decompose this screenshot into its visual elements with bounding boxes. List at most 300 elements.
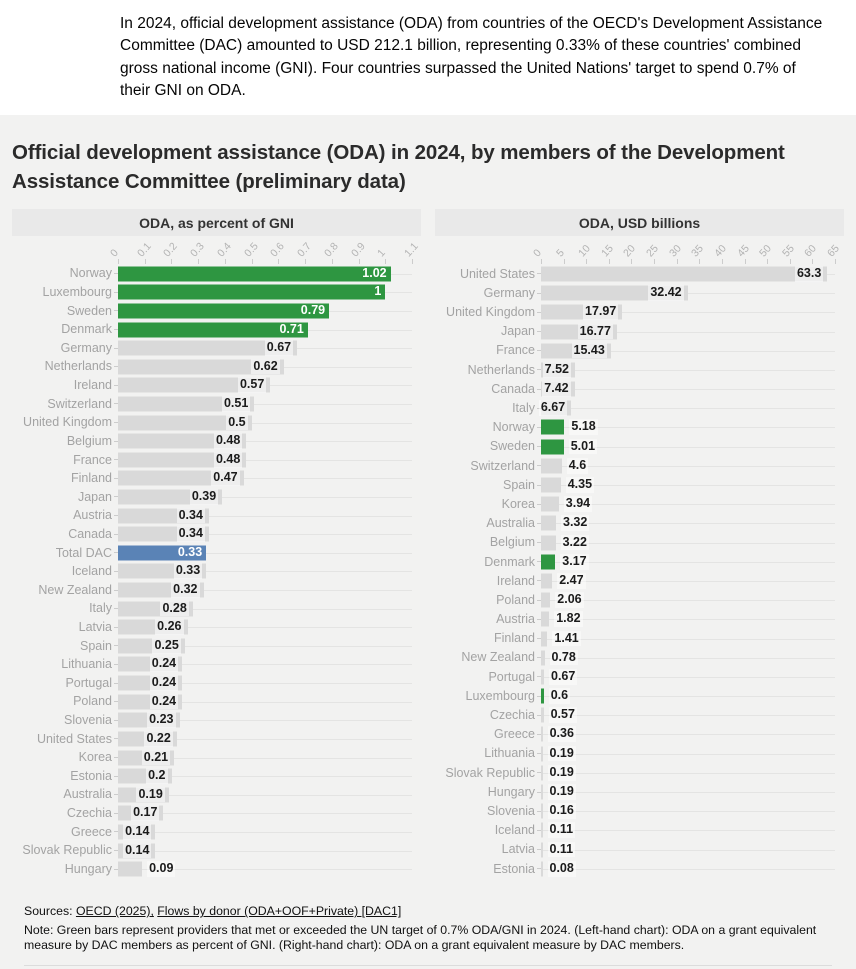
table-row xyxy=(435,456,844,475)
bar-value: 1.82 xyxy=(556,611,581,626)
axis-tick-label: 65 xyxy=(825,242,842,260)
row-label: Norway xyxy=(492,420,535,435)
bar-area xyxy=(118,823,412,842)
row-label: Spain xyxy=(503,477,535,492)
table-row xyxy=(12,674,421,693)
bar-area xyxy=(541,667,835,686)
chart-oda-percent-gni xyxy=(12,209,421,878)
bar-area xyxy=(118,450,412,469)
gridline xyxy=(541,754,835,755)
gridline xyxy=(541,715,835,716)
row-label: Poland xyxy=(496,592,535,607)
bar-value: 0.47 xyxy=(213,470,238,485)
bar-value: 0.17 xyxy=(133,805,158,820)
bar-area xyxy=(118,525,412,544)
bar-value: 0.48 xyxy=(215,433,241,448)
bar-estonia[interactable] xyxy=(541,861,543,876)
row-label: France xyxy=(73,452,112,467)
bar-value: 15.43 xyxy=(573,342,605,357)
table-row xyxy=(12,357,421,376)
bar-value: 0.79 xyxy=(300,303,326,318)
axis-tick-label: 0.9 xyxy=(348,240,368,260)
bar-denmark[interactable] xyxy=(541,554,555,569)
bar-switzerland[interactable] xyxy=(541,458,562,473)
bar-hungary[interactable] xyxy=(541,785,543,800)
gridline xyxy=(118,851,412,852)
chart-title: ODA, as percent of GNI xyxy=(12,209,421,236)
axis-tick-label: 0.7 xyxy=(295,240,314,260)
bar-value: 0.24 xyxy=(151,656,177,671)
bar-area xyxy=(541,610,835,629)
axis-tick-label: 0.5 xyxy=(241,240,261,260)
table-row xyxy=(12,302,421,321)
table-row xyxy=(12,339,421,358)
bar-value: 0.19 xyxy=(549,784,574,799)
table-row xyxy=(435,782,844,801)
axis-tick-label: 40 xyxy=(712,242,729,260)
row-label: Poland xyxy=(73,694,112,709)
bar-united-states[interactable] xyxy=(541,266,827,281)
bar-value: 0.48 xyxy=(215,451,241,466)
table-row xyxy=(435,667,844,686)
bar-value: 0.16 xyxy=(549,803,574,818)
row-label: Korea xyxy=(501,496,535,511)
row-label: Greece xyxy=(71,824,112,839)
bar-rows xyxy=(12,264,421,878)
x-axis xyxy=(108,236,421,264)
gridline xyxy=(541,389,835,390)
bar-value: 2.47 xyxy=(559,573,584,588)
table-row xyxy=(435,802,844,821)
row-label: Luxembourg xyxy=(465,688,535,703)
row-label: Norway xyxy=(69,266,112,281)
row-label: Slovenia xyxy=(64,713,112,728)
table-row xyxy=(12,562,421,581)
table-row xyxy=(12,376,421,395)
bar-value: 0.57 xyxy=(550,707,575,722)
row-label: Switzerland xyxy=(47,396,112,411)
bar-value: 5.18 xyxy=(571,419,596,434)
bar-area xyxy=(541,360,835,379)
bar-area xyxy=(541,687,835,706)
bar-area xyxy=(541,706,835,725)
table-row xyxy=(12,618,421,637)
gridline xyxy=(541,408,835,409)
table-row xyxy=(12,785,421,804)
row-label: Latvia xyxy=(501,842,535,857)
bar-value: 0.21 xyxy=(143,749,169,764)
bar-value: 3.32 xyxy=(563,515,588,530)
bar-iceland[interactable] xyxy=(541,823,543,838)
table-row xyxy=(12,283,421,302)
bar-area xyxy=(118,692,412,711)
bar-lithuania[interactable] xyxy=(541,746,543,761)
row-label: Switzerland xyxy=(470,458,535,473)
bar-slovenia[interactable] xyxy=(541,804,543,819)
gridline xyxy=(118,832,412,833)
gridline xyxy=(541,773,835,774)
bar-value: 0.2 xyxy=(148,768,166,783)
table-row xyxy=(435,514,844,533)
table-row xyxy=(435,687,844,706)
bar-luxembourg[interactable] xyxy=(541,689,544,704)
bar-area xyxy=(118,562,412,581)
table-row xyxy=(435,859,844,878)
bar-value: 0.36 xyxy=(549,726,574,741)
gridline xyxy=(541,850,835,851)
table-row xyxy=(12,413,421,432)
table-row xyxy=(12,544,421,563)
table-row xyxy=(12,506,421,525)
bar-spain[interactable] xyxy=(541,478,561,493)
bar-sweden[interactable] xyxy=(541,439,564,454)
bar-area xyxy=(541,533,835,552)
bar-area xyxy=(541,571,835,590)
bar-value: 0.34 xyxy=(178,526,203,541)
bar-value: 0.11 xyxy=(549,822,574,837)
table-row xyxy=(435,437,844,456)
table-row xyxy=(435,341,844,360)
bar-hungary[interactable] xyxy=(118,862,142,877)
bar-area xyxy=(541,782,835,801)
gridline xyxy=(541,734,835,735)
bar-value: 32.42 xyxy=(650,285,682,300)
sources-line xyxy=(24,904,832,919)
bar-area xyxy=(118,860,412,879)
table-row xyxy=(12,823,421,842)
bar-value: 4.6 xyxy=(568,457,587,472)
bar-value: 0.09 xyxy=(149,861,174,876)
table-row xyxy=(435,591,844,610)
bar-value: 0.24 xyxy=(151,675,177,690)
row-label: Denmark xyxy=(484,554,535,569)
axis-tick-label: 0.3 xyxy=(188,240,207,260)
bar-greece[interactable] xyxy=(541,727,543,742)
axis-tick-label: 0.8 xyxy=(321,240,341,260)
row-label: Belgium xyxy=(66,433,112,448)
bar-value: 0.14 xyxy=(125,842,150,857)
bar-value: 0.24 xyxy=(151,693,177,708)
bar-area xyxy=(541,763,835,782)
bar-new-zealand[interactable] xyxy=(541,650,545,665)
gridline xyxy=(541,370,835,371)
bar-area xyxy=(118,655,412,674)
row-label: Canada xyxy=(68,526,112,541)
axis-tick-label: 1.1 xyxy=(402,240,421,260)
bar-area xyxy=(541,552,835,571)
axis-tick-label: 60 xyxy=(802,242,820,260)
axis-tick-label: 0 xyxy=(531,246,544,260)
bar-area xyxy=(541,437,835,456)
bar-area xyxy=(118,506,412,525)
table-row xyxy=(435,840,844,859)
bar-value: 0.08 xyxy=(549,860,574,875)
bar-area xyxy=(541,629,835,648)
row-label: Luxembourg xyxy=(42,285,112,300)
bar-area xyxy=(118,711,412,730)
bar-area xyxy=(118,339,412,358)
row-label: Czechia xyxy=(66,806,112,821)
gridline xyxy=(541,696,835,697)
row-label: Hungary xyxy=(64,861,112,876)
bar-value: 0.33 xyxy=(177,544,203,559)
x-axis xyxy=(531,236,842,264)
bar-value: 4.35 xyxy=(567,477,593,492)
axis-tick-label: 15 xyxy=(598,242,616,260)
bar-value: 0.5 xyxy=(228,414,246,429)
bar-area xyxy=(118,302,412,321)
bar-poland[interactable] xyxy=(541,593,550,608)
bar-value: 63.3 xyxy=(796,266,822,281)
bar-norway[interactable] xyxy=(541,420,564,435)
table-row xyxy=(435,744,844,763)
row-label: Greece xyxy=(494,727,535,742)
row-label: Sweden xyxy=(66,303,112,318)
row-label: Japan xyxy=(77,489,112,504)
lede-box xyxy=(0,0,856,115)
bar-area xyxy=(541,418,835,437)
bar-area xyxy=(541,475,835,494)
row-label: Austria xyxy=(496,612,535,627)
row-label: New Zealand xyxy=(461,650,535,665)
bar-value: 0.23 xyxy=(149,712,174,727)
table-row xyxy=(12,692,421,711)
bar-area xyxy=(118,748,412,767)
gridline xyxy=(541,677,835,678)
gridline xyxy=(541,639,835,640)
bar-value: 0.33 xyxy=(175,563,201,578)
bar-area xyxy=(541,744,835,763)
table-row xyxy=(435,380,844,399)
bar-value: 7.52 xyxy=(544,362,569,377)
axis-tick-label: 0.4 xyxy=(215,240,234,260)
bar-area xyxy=(118,264,412,283)
axis-tick-label: 0.2 xyxy=(161,240,181,260)
row-label: New Zealand xyxy=(38,582,112,597)
row-label: Slovak Republic xyxy=(445,765,535,780)
footer xyxy=(24,904,832,966)
bar-area xyxy=(541,495,835,514)
table-row xyxy=(435,264,844,283)
row-label: France xyxy=(496,343,535,358)
table-row xyxy=(435,284,844,303)
table-row xyxy=(435,821,844,840)
table-row xyxy=(12,264,421,283)
bar-value: 3.94 xyxy=(565,496,591,511)
row-label: Finland xyxy=(71,471,112,486)
bar-portugal[interactable] xyxy=(541,669,544,684)
table-row xyxy=(435,571,844,590)
lede-text: In 2024, official development assistance (ODA) from countries of the OECD's Development Assistance Committee (DAC) amounted to USD 212.1 billion, representing 0.33% of these countries' combined gross national income (GNI). Four countries surpassed the United Nations' target to spend 0.7% of their GNI on ODA. xyxy=(120,15,823,100)
bar-value: 0.6 xyxy=(550,688,569,703)
table-row xyxy=(12,488,421,507)
row-label: Ireland xyxy=(73,378,112,393)
bar-value: 5.01 xyxy=(570,438,596,453)
bar-value: 0.51 xyxy=(223,396,249,411)
bar-area xyxy=(118,432,412,451)
bar-rows xyxy=(435,264,844,878)
axis-tick-label: 5 xyxy=(553,246,567,260)
row-label: Sweden xyxy=(489,439,535,454)
axis-tick-label: 0 xyxy=(108,246,121,260)
row-label: United Kingdom xyxy=(23,415,112,430)
bar-area xyxy=(118,320,412,339)
bar-value: 0.19 xyxy=(549,745,574,760)
bar-korea[interactable] xyxy=(541,497,559,512)
bar-area xyxy=(118,637,412,656)
row-label: Germany xyxy=(60,340,112,355)
bar-value: 0.39 xyxy=(191,489,217,504)
table-row xyxy=(435,533,844,552)
axis-tick-label: 0.1 xyxy=(134,240,154,260)
table-row xyxy=(435,360,844,379)
row-label: Denmark xyxy=(61,322,112,337)
bar-value: 0.28 xyxy=(162,600,187,615)
table-row xyxy=(12,767,421,786)
table-row xyxy=(435,648,844,667)
row-label: Slovenia xyxy=(487,803,535,818)
bar-area xyxy=(118,804,412,823)
gridline xyxy=(541,619,835,620)
bar-area xyxy=(541,284,835,303)
bar-ireland[interactable] xyxy=(541,573,552,588)
row-label: Italy xyxy=(512,401,535,416)
bar-value: 1.41 xyxy=(554,630,579,645)
table-row xyxy=(12,841,421,860)
bar-area xyxy=(118,841,412,860)
bar-value: 0.11 xyxy=(549,841,574,856)
row-label: Lithuania xyxy=(484,746,535,761)
bar-value: 3.17 xyxy=(562,553,587,568)
page-title: Official development assistance (ODA) in 2024, by members of the Development Assistance Committee (preliminary data) xyxy=(12,141,785,193)
row-label: Netherlands xyxy=(44,359,112,374)
bar-value: 0.34 xyxy=(178,507,203,522)
row-label: Canada xyxy=(491,381,535,396)
bar-australia[interactable] xyxy=(541,516,556,531)
bar-value: 7.42 xyxy=(544,381,569,396)
bar-area xyxy=(118,395,412,414)
row-label: Slovak Republic xyxy=(22,843,112,858)
axis-tick-label: 1 xyxy=(375,246,389,260)
row-label: Iceland xyxy=(494,823,535,838)
bar-value: 1.02 xyxy=(362,265,387,280)
bar-area xyxy=(118,785,412,804)
bar-value: 17.97 xyxy=(585,304,617,319)
gridline xyxy=(541,869,835,870)
bar-value: 0.19 xyxy=(549,764,574,779)
bar-value: 0.32 xyxy=(173,582,198,597)
bar-finland[interactable] xyxy=(541,631,547,646)
chart-panel xyxy=(0,139,856,966)
table-row xyxy=(435,706,844,725)
table-row xyxy=(12,655,421,674)
axis-tick-label: 50 xyxy=(757,242,774,260)
bar-value: 16.77 xyxy=(579,323,611,338)
bar-area xyxy=(118,413,412,432)
row-label: Total DAC xyxy=(55,545,112,560)
axis-tick-label: 10 xyxy=(576,242,594,260)
row-label: Iceland xyxy=(71,564,112,579)
row-label: Hungary xyxy=(487,784,535,799)
bar-value: 0.25 xyxy=(154,637,179,652)
bar-slovak-republic[interactable] xyxy=(541,765,543,780)
bar-value: 2.06 xyxy=(557,592,582,607)
gridline xyxy=(541,811,835,812)
row-label: Latvia xyxy=(78,620,112,634)
row-label: Belgium xyxy=(489,535,535,550)
table-row xyxy=(12,432,421,451)
table-row xyxy=(435,418,844,437)
bar-area xyxy=(541,456,835,475)
row-label: Portugal xyxy=(488,669,535,684)
source-link-dac1[interactable]: Flows by donor (ODA+OOF+Private) [DAC1] xyxy=(157,904,402,919)
table-row xyxy=(435,552,844,571)
bar-latvia[interactable] xyxy=(541,842,543,857)
bar-norway[interactable] xyxy=(118,266,391,281)
row-label: United States xyxy=(36,731,112,746)
row-label: Czechia xyxy=(489,708,535,723)
gridline xyxy=(541,600,835,601)
sources-prefix: Sources: xyxy=(24,904,76,919)
bar-value: 0.71 xyxy=(279,321,304,336)
row-label: Lithuania xyxy=(61,657,112,672)
row-label: United States xyxy=(459,266,535,281)
bar-area xyxy=(541,322,835,341)
table-row xyxy=(12,730,421,749)
bar-value: 0.26 xyxy=(157,619,182,634)
bar-belgium[interactable] xyxy=(541,535,556,550)
table-row xyxy=(435,725,844,744)
bar-area xyxy=(541,514,835,533)
bar-area xyxy=(118,283,412,302)
bar-czechia[interactable] xyxy=(541,708,544,723)
source-link-oecd[interactable]: OECD (2025), xyxy=(75,904,154,919)
bar-austria[interactable] xyxy=(541,612,549,627)
bar-value: 0.19 xyxy=(138,786,163,801)
row-label: Finland xyxy=(494,631,535,646)
bar-area xyxy=(541,648,835,667)
table-row xyxy=(435,495,844,514)
row-label: Netherlands xyxy=(467,362,535,377)
row-label: Estonia xyxy=(493,861,535,876)
bar-area xyxy=(118,599,412,618)
row-label: United Kingdom xyxy=(446,305,535,320)
bar-luxembourg[interactable] xyxy=(118,285,385,300)
bar-area xyxy=(118,581,412,600)
bar-sweden[interactable] xyxy=(118,303,329,318)
chart-oda-usd-billions xyxy=(435,209,844,878)
table-row xyxy=(435,322,844,341)
bar-value: 3.22 xyxy=(562,534,587,549)
table-row xyxy=(12,469,421,488)
axis-tick-label: 0.6 xyxy=(268,240,288,260)
bar-value: 0.67 xyxy=(266,340,292,355)
bar-area xyxy=(118,674,412,693)
row-label: Germany xyxy=(483,285,535,300)
bar-area xyxy=(118,488,412,507)
bar-area xyxy=(541,380,835,399)
axis-tick-label: 55 xyxy=(779,242,797,260)
bar-value: 1 xyxy=(374,284,382,299)
table-row xyxy=(12,748,421,767)
table-row xyxy=(435,303,844,322)
bar-area xyxy=(541,802,835,821)
table-row xyxy=(435,610,844,629)
bar-value: 6.67 xyxy=(540,400,566,415)
bar-area xyxy=(541,821,835,840)
table-row xyxy=(435,763,844,782)
bar-value: 0.57 xyxy=(239,377,265,392)
